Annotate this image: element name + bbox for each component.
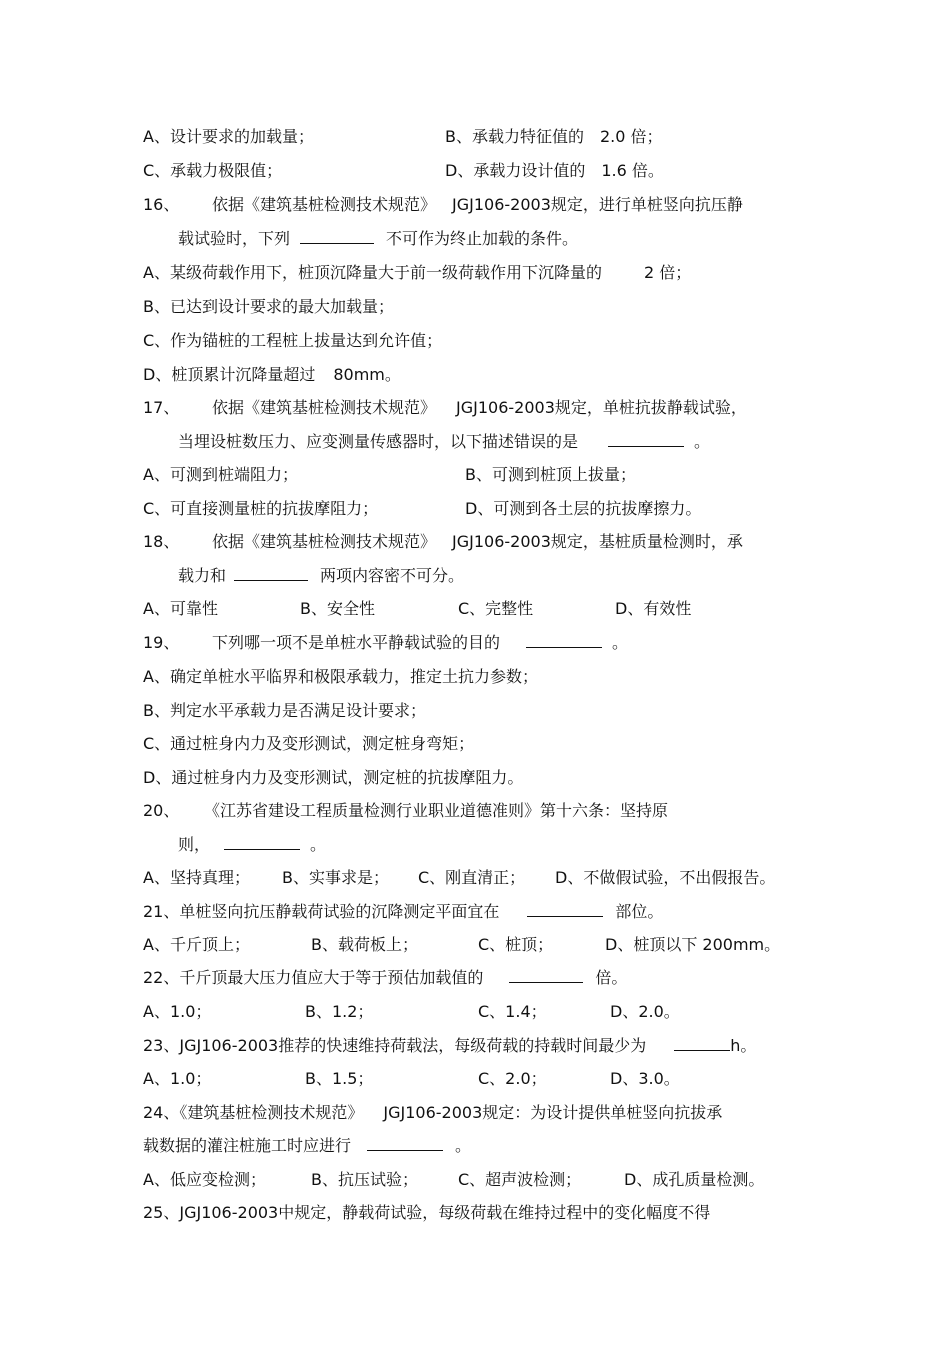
question-text: 依据《建筑基桩检测技术规范》 bbox=[212, 195, 437, 214]
option-c bbox=[478, 1067, 547, 1091]
question-text: 《江苏省建设工程质量检测行业职业道德准则》第十六条：坚持原 bbox=[204, 801, 669, 820]
answer-blank bbox=[527, 900, 603, 917]
option-b bbox=[465, 463, 636, 487]
question-24 bbox=[143, 1101, 722, 1125]
option-b bbox=[282, 866, 389, 890]
question-text: 。 bbox=[694, 432, 711, 451]
option-a bbox=[143, 665, 538, 689]
option-b bbox=[143, 295, 394, 319]
question-text: 载试验时，下列 bbox=[178, 229, 291, 248]
option-text: A、某级荷载作用下，桩顶沉降量大于前一级荷载作用下沉降量的 bbox=[143, 263, 602, 282]
option-text: B、1.5； bbox=[305, 1069, 374, 1088]
option-b-value: 2.0 倍； bbox=[599, 127, 663, 146]
option-text: C、1.4； bbox=[478, 1002, 547, 1021]
option-text: B、判定水平承载力是否满足设计要求； bbox=[143, 701, 426, 720]
question-17-text bbox=[212, 396, 747, 420]
option-text: A、坚持真理； bbox=[143, 868, 250, 887]
question-text: 24、《建筑基桩检测技术规范》 bbox=[143, 1103, 364, 1122]
option-text: B、可测到桩顶上拔量； bbox=[465, 465, 636, 484]
question-text: 依据《建筑基桩检测技术规范》 bbox=[212, 398, 437, 417]
answer-blank bbox=[509, 966, 583, 983]
option-text: C、完整性 bbox=[458, 599, 534, 618]
option-text: D、桩顶累计沉降量超过 bbox=[143, 365, 316, 384]
question-number: 17、 bbox=[143, 398, 180, 417]
option-line bbox=[143, 125, 314, 149]
option-d-value: 1.6 倍。 bbox=[601, 161, 664, 180]
option-c bbox=[478, 933, 553, 957]
option-text: A、1.0； bbox=[143, 1069, 212, 1088]
option-text: B、载荷板上； bbox=[311, 935, 418, 954]
option-text: 2 倍； bbox=[643, 263, 692, 282]
option-d bbox=[615, 597, 691, 621]
option-c bbox=[458, 597, 533, 621]
option-d bbox=[143, 766, 523, 790]
option-text: B、安全性 bbox=[300, 599, 375, 618]
option-line bbox=[445, 125, 663, 149]
option-text: B、抗压试验； bbox=[311, 1170, 418, 1189]
question-21 bbox=[143, 900, 663, 924]
question-number: 16、 bbox=[143, 195, 180, 214]
answer-blank bbox=[224, 833, 300, 850]
question-number: 20、 bbox=[143, 801, 180, 820]
option-b bbox=[311, 1168, 418, 1192]
option-text: D、3.0。 bbox=[610, 1069, 680, 1088]
question-19 bbox=[143, 631, 179, 655]
option-c bbox=[143, 497, 378, 521]
question-text: 两项内容密不可分。 bbox=[320, 566, 465, 585]
question-text: 当埋设桩数压力、应变测量传感器时，以下描述错误的是 bbox=[178, 432, 579, 451]
question-text: JGJ106-2003规定，单桩抗拔静载试验， bbox=[456, 398, 747, 417]
question-text: 倍。 bbox=[595, 968, 628, 987]
question-16-text-cont bbox=[178, 227, 578, 251]
question-text: h。 bbox=[730, 1036, 757, 1055]
question-17-text-cont bbox=[178, 430, 710, 454]
question-19-text bbox=[212, 631, 628, 655]
answer-blank bbox=[300, 227, 374, 244]
option-d bbox=[465, 497, 701, 521]
option-d: D、承载力设计值的 bbox=[445, 161, 586, 180]
option-c bbox=[143, 329, 442, 353]
answer-blank bbox=[367, 1134, 443, 1151]
question-25 bbox=[143, 1201, 710, 1225]
option-a bbox=[143, 463, 298, 487]
question-text: 25、JGJ106-2003中规定，静载荷试验，每级荷载在维持过程中的变化幅度不得 bbox=[143, 1203, 711, 1222]
question-text: 。 bbox=[455, 1136, 472, 1155]
option-text: A、确定单桩水平临界和极限承载力，推定土抗力参数； bbox=[143, 667, 538, 686]
option-d bbox=[624, 1168, 764, 1192]
option-text: D、可测到各土层的抗拔摩擦力。 bbox=[465, 499, 702, 518]
option-text: A、低应变检测； bbox=[143, 1170, 266, 1189]
question-text: 载数据的灌注桩施工时应进行 bbox=[143, 1136, 352, 1155]
question-text: 23、JGJ106-2003推荐的快速维持荷载法，每级荷载的持载时间最少为 bbox=[143, 1036, 647, 1055]
option-text: A、1.0； bbox=[143, 1002, 212, 1021]
answer-blank bbox=[526, 631, 602, 648]
option-d bbox=[605, 933, 780, 957]
question-16 bbox=[143, 193, 179, 217]
option-d bbox=[610, 1000, 680, 1024]
question-text: 。 bbox=[310, 835, 327, 854]
question-22 bbox=[143, 966, 627, 990]
option-text: A、可靠性 bbox=[143, 599, 218, 618]
question-text: JGJ106-2003规定，基桩质量检测时，承 bbox=[452, 532, 743, 551]
option-c bbox=[478, 1000, 547, 1024]
question-text: 部位。 bbox=[615, 902, 664, 921]
option-a: A、设计要求的加载量； bbox=[143, 127, 314, 146]
option-text: D、不做假试验，不出假报告。 bbox=[555, 868, 776, 887]
option-text: D、有效性 bbox=[615, 599, 692, 618]
answer-blank bbox=[674, 1034, 730, 1051]
option-text: D、成孔质量检测。 bbox=[624, 1170, 765, 1189]
option-text: C、可直接测量桩的抗拔摩阻力； bbox=[143, 499, 379, 518]
question-text: 载力和 bbox=[178, 566, 227, 585]
question-text: 21、单桩竖向抗压静载荷试验的沉降测定平面宜在 bbox=[143, 902, 500, 921]
question-text: 。 bbox=[612, 633, 629, 652]
question-text: 下列哪一项不是单桩水平静载试验的目的 bbox=[212, 633, 501, 652]
option-b bbox=[311, 933, 418, 957]
option-text: C、桩顶； bbox=[478, 935, 554, 954]
question-text: 22、千斤顶最大压力值应大于等于预估加载值的 bbox=[143, 968, 484, 987]
option-d bbox=[610, 1067, 680, 1091]
question-18-text bbox=[212, 530, 743, 554]
question-number: 19、 bbox=[143, 633, 180, 652]
option-a bbox=[143, 597, 218, 621]
question-20-text bbox=[204, 799, 668, 823]
option-a bbox=[143, 866, 250, 890]
option-text: C、超声波检测； bbox=[458, 1170, 582, 1189]
answer-blank bbox=[234, 564, 308, 581]
question-24-text-cont bbox=[143, 1134, 471, 1158]
question-23 bbox=[143, 1034, 756, 1058]
option-c bbox=[143, 732, 474, 756]
option-b: B、承载力特征值的 bbox=[445, 127, 584, 146]
question-text: 则， bbox=[178, 835, 211, 854]
option-d bbox=[555, 866, 775, 890]
option-text: C、2.0； bbox=[478, 1069, 547, 1088]
option-d bbox=[143, 363, 401, 387]
option-c: C、承载力极限值； bbox=[143, 161, 283, 180]
option-text: B、1.2； bbox=[305, 1002, 374, 1021]
option-a bbox=[143, 1067, 211, 1091]
option-text: C、通过桩身内力及变形测试，测定桩身弯矩； bbox=[143, 734, 475, 753]
option-a bbox=[143, 933, 250, 957]
option-text: 80mm。 bbox=[333, 365, 401, 384]
option-c bbox=[458, 1168, 581, 1192]
question-20-text-cont bbox=[178, 833, 326, 857]
option-b bbox=[143, 699, 426, 723]
option-c bbox=[418, 866, 525, 890]
question-16-text bbox=[212, 193, 743, 217]
option-text: D、通过桩身内力及变形测试，测定桩的抗拔摩阻力。 bbox=[143, 768, 524, 787]
answer-blank bbox=[608, 430, 684, 447]
option-text: D、2.0。 bbox=[610, 1002, 680, 1021]
option-a bbox=[143, 261, 691, 285]
question-text: 依据《建筑基桩检测技术规范》 bbox=[212, 532, 437, 551]
question-text: 不可作为终止加载的条件。 bbox=[386, 229, 579, 248]
option-a bbox=[143, 1168, 266, 1192]
question-18 bbox=[143, 530, 179, 554]
question-text: JGJ106-2003规定：为设计提供单桩竖向抗拔承 bbox=[383, 1103, 723, 1122]
option-line bbox=[445, 159, 664, 183]
option-text: A、千斤顶上； bbox=[143, 935, 250, 954]
option-line bbox=[143, 159, 282, 183]
option-text: C、作为锚桩的工程桩上拔量达到允许值； bbox=[143, 331, 443, 350]
question-text: JGJ106-2003规定，进行单桩竖向抗压静 bbox=[452, 195, 743, 214]
option-text: D、桩顶以下 200mm。 bbox=[605, 935, 781, 954]
option-b bbox=[305, 1000, 373, 1024]
option-b bbox=[300, 597, 375, 621]
option-text: B、实事求是； bbox=[282, 868, 389, 887]
option-text: B、已达到设计要求的最大加载量； bbox=[143, 297, 394, 316]
question-number: 18、 bbox=[143, 532, 180, 551]
option-b bbox=[305, 1067, 373, 1091]
question-17 bbox=[143, 396, 179, 420]
question-18-text-cont bbox=[178, 564, 464, 588]
option-a bbox=[143, 1000, 211, 1024]
question-20 bbox=[143, 799, 179, 823]
option-text: A、可测到桩端阻力； bbox=[143, 465, 298, 484]
option-text: C、刚直清正； bbox=[418, 868, 526, 887]
